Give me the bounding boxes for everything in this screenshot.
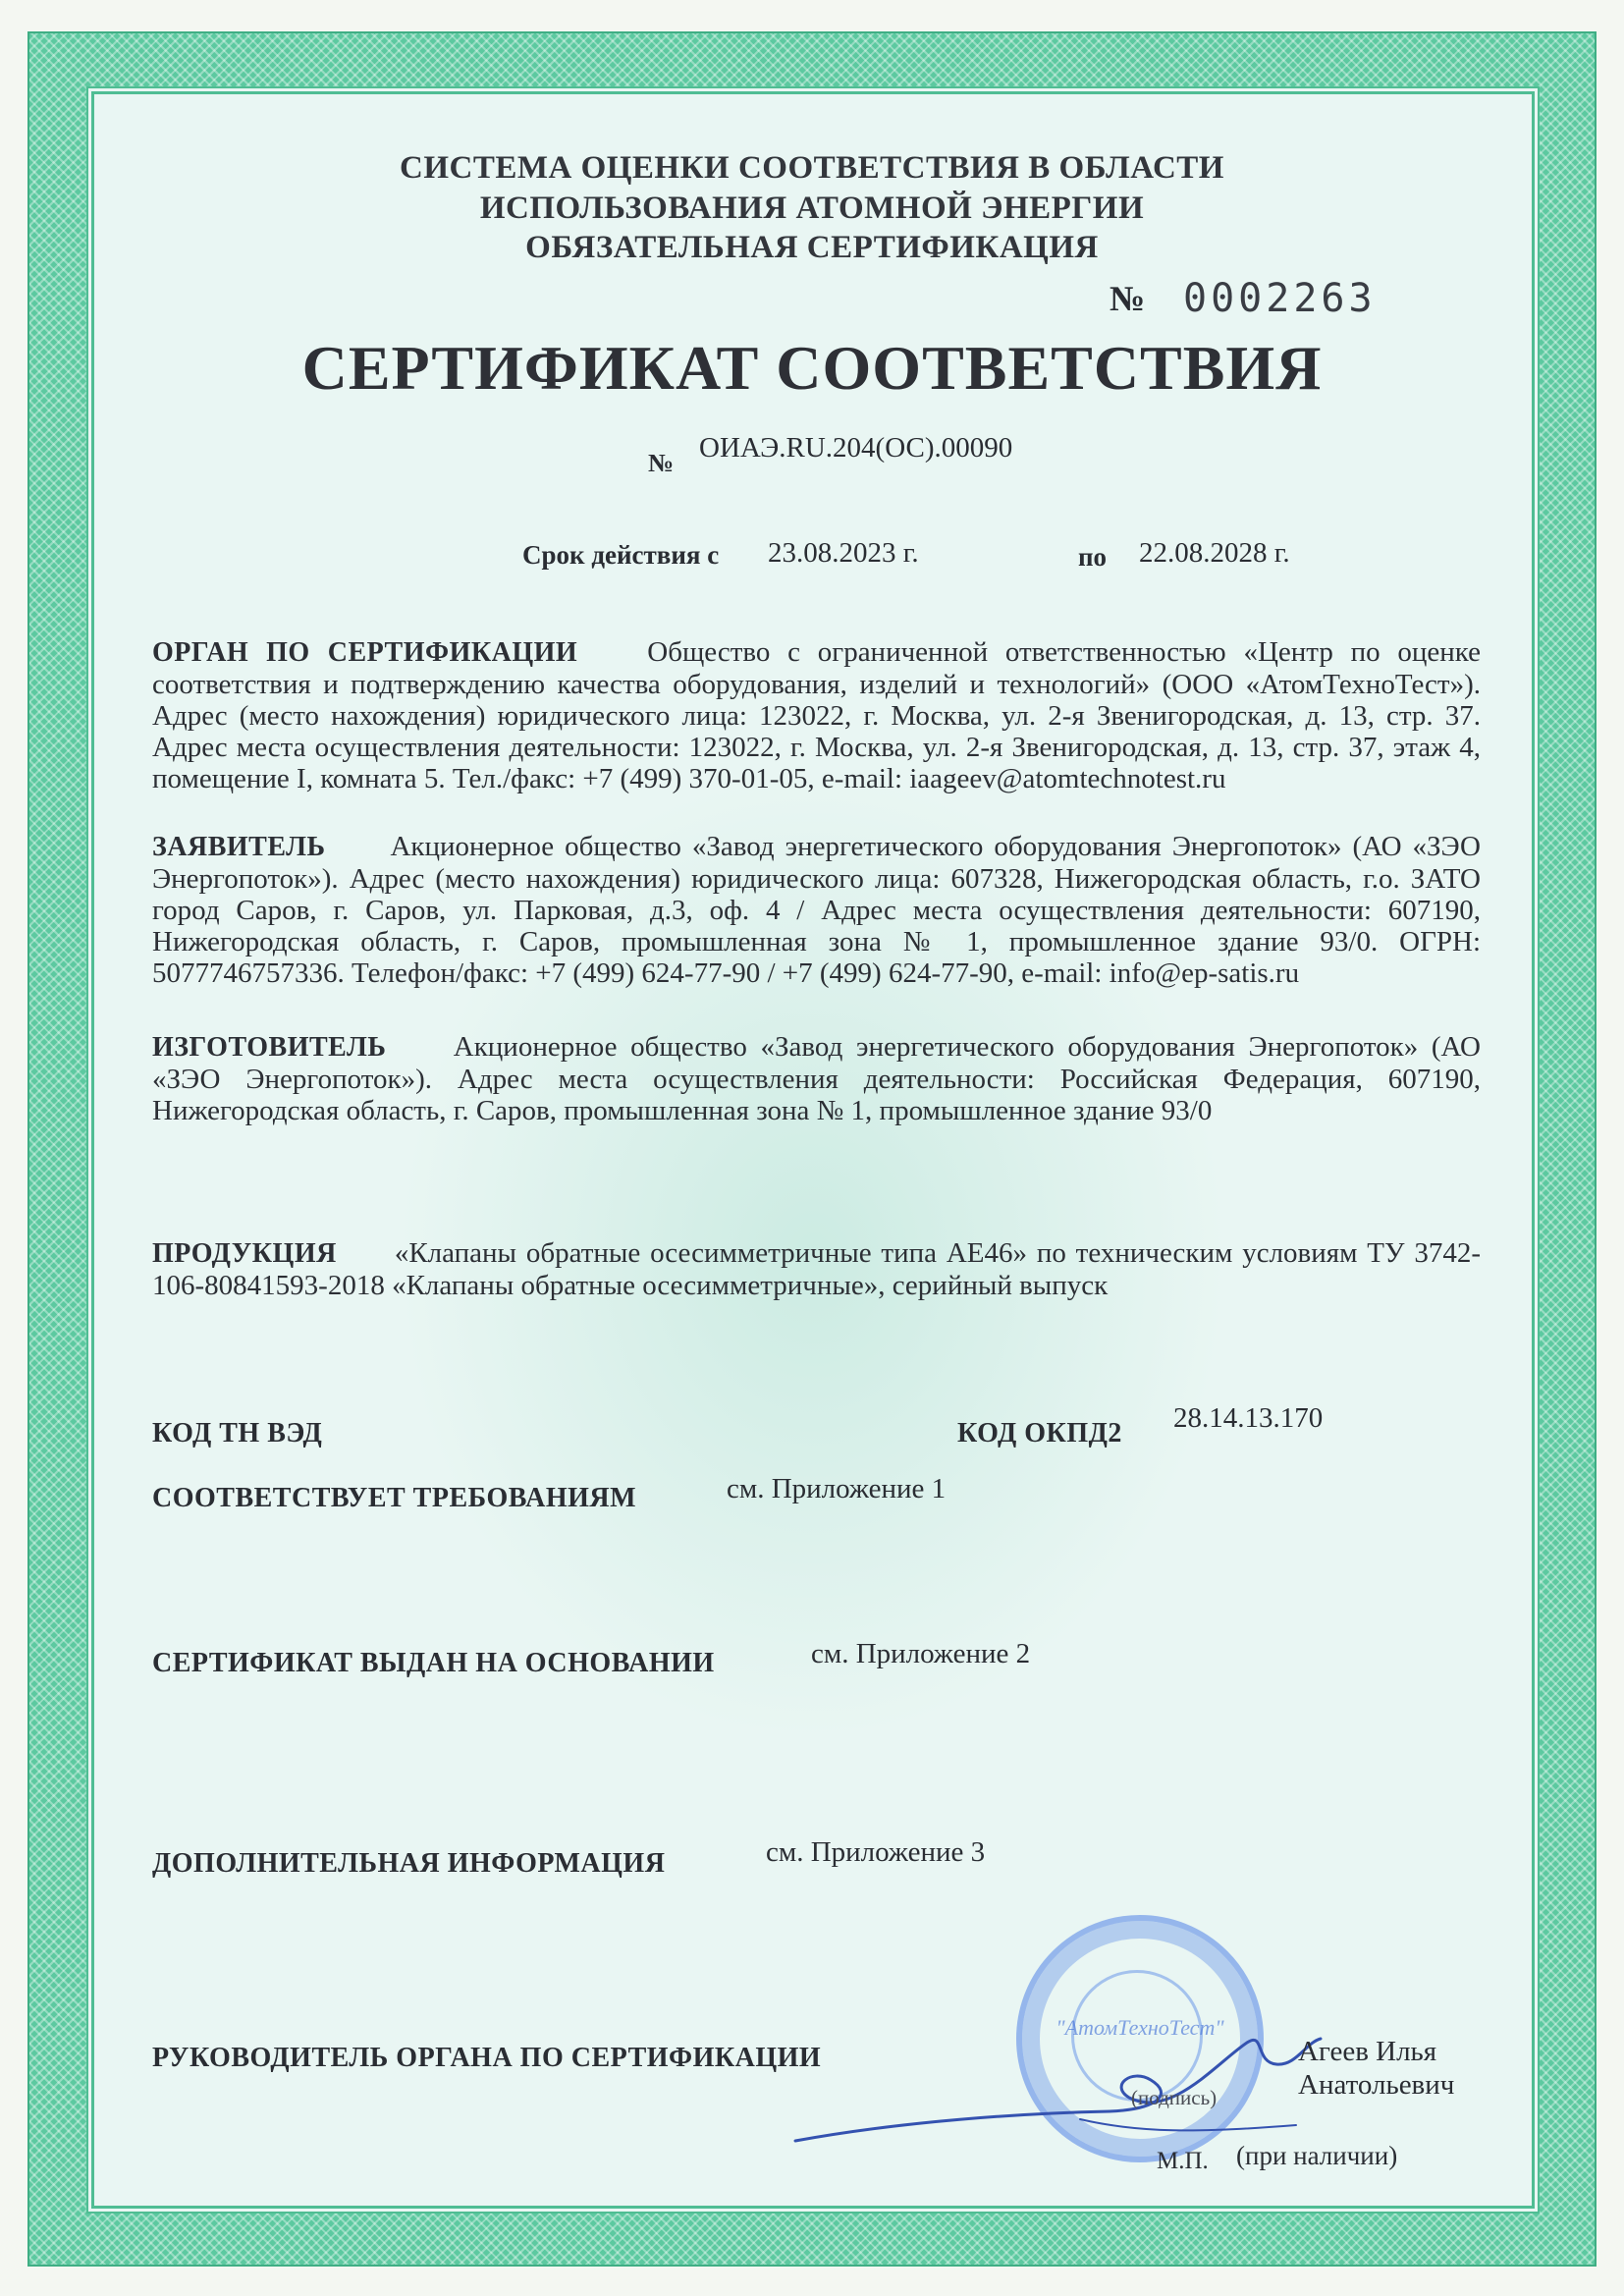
registration-label: № [648, 449, 675, 477]
certification-body-label: ОРГАН ПО СЕРТИФИКАЦИИ [152, 637, 578, 668]
tn-ved-label: КОД ТН ВЭД [152, 1418, 323, 1449]
seal-text: "АтомТехноТест" [1056, 2015, 1224, 2040]
requirements-label: СООТВЕТСТВУЕТ ТРЕБОВАНИЯМ [152, 1483, 637, 1513]
signature-scribble [785, 2003, 1335, 2160]
header-line-2: ИСПОЛЬЗОВАНИЯ АТОМНОЙ ЭНЕРГИИ [479, 191, 1145, 226]
seal-place-label: М.П. [1157, 2148, 1209, 2174]
signer-name-line-1: Агеев Илья [1298, 2036, 1437, 2067]
validity-from: 23.08.2023 г. [768, 537, 919, 569]
certificate-paper [94, 94, 1532, 2206]
applicant-text: Акционерное общество «Завод энергетического оборудования Энергопоток» (АО «ЗЭО Энергопоток»). Адрес (место нахождения) юридического лица: 607328, Нижегородская область, г.о. ЗАТО город Саров, г. Саров, ул. Парковая, д.3, оф. 4 / Адрес места осуществления деятельности: 607190, Нижегородская область, г. Саров, промышленная зона № 1, промышленное здание 93/0. ОГРН: 5077746757336. Телефон/факс: +7 (499) 624-77-90 / +7 (499) 624-77-90, e-mail: info@ep-satis.ru [152, 831, 1481, 989]
blank-number: 0002263 [1183, 276, 1377, 321]
header-line-1: СИСТЕМА ОЦЕНКИ СООТВЕТСТВИЯ В ОБЛАСТИ [400, 150, 1224, 186]
manufacturer-section [152, 1031, 1481, 1126]
manufacturer-text: Акционерное общество «Завод энергетического оборудования Энергопоток» (АО «ЗЭО Энергопоток»). Адрес места осуществления деятельности: Российская Федерация, 607190, Нижегородская область, г. Саров, промышленная зона № 1, промышленное здание 93/0 [152, 1031, 1481, 1126]
registration-number: ОИАЭ.RU.204(ОС).00090 [699, 432, 1013, 464]
okpd2-label: КОД ОКПД2 [957, 1418, 1122, 1449]
blank-number-label: № [1110, 279, 1146, 318]
validity-to: 22.08.2028 г. [1139, 537, 1290, 569]
certificate-title: СЕРТИФИКАТ СООТВЕТСТВИЯ [301, 333, 1323, 403]
basis-label: СЕРТИФИКАТ ВЫДАН НА ОСНОВАНИИ [152, 1648, 715, 1678]
okpd2-value: 28.14.13.170 [1173, 1402, 1324, 1434]
seal-place-note: (при наличии) [1236, 2141, 1398, 2170]
applicant-section [152, 831, 1481, 989]
product-label: ПРОДУКЦИЯ [152, 1238, 337, 1269]
certification-body-text: Общество с ограниченной ответственностью «Центр по оценке соответствия и подтверждению качества оборудования, изделий и технологий» (ООО «АтомТехноТест»). Адрес (место нахождения) юридического лица: 123022, г. Москва, ул. 2-я Звенигородская, д. 13, стр. 37. Адрес места осуществления деятельности: 123022, г. Москва, ул. 2-я Звенигородская, д. 13, стр. 37, этаж 4, помещение I, комната 5. Тел./факс: +7 (499) 370-01-05, e-mail: iaageev@atomtechnotest.ru [152, 636, 1482, 794]
header-line-3: ОБЯЗАТЕЛЬНАЯ СЕРТИФИКАЦИЯ [525, 230, 1099, 265]
additional-value: см. Приложение 3 [766, 1836, 986, 1868]
applicant-label: ЗАЯВИТЕЛЬ [152, 832, 326, 862]
validity-label: Срок действия с [522, 540, 720, 570]
product-text: «Клапаны обратные осесимметричные типа АЕ46» по техническим условиям ТУ 3742-106-80841593-2018 «Клапаны обратные осесимметричные», серийный выпуск [152, 1237, 1482, 1301]
product-section [152, 1237, 1481, 1301]
requirements-value: см. Приложение 1 [727, 1473, 947, 1504]
head-of-body-label: РУКОВОДИТЕЛЬ ОРГАНА ПО СЕРТИФИКАЦИИ [152, 2043, 822, 2073]
basis-value: см. Приложение 2 [811, 1638, 1031, 1669]
signer-name-line-2: Анатольевич [1298, 2069, 1455, 2101]
signer-name [1298, 2035, 1454, 2102]
manufacturer-label: ИЗГОТОВИТЕЛЬ [152, 1032, 387, 1063]
additional-label: ДОПОЛНИТЕЛЬНАЯ ИНФОРМАЦИЯ [152, 1848, 666, 1879]
signature-caption: (подпись) [1131, 2086, 1218, 2109]
validity-to-label: по [1078, 542, 1108, 572]
certification-body-section [152, 636, 1481, 794]
